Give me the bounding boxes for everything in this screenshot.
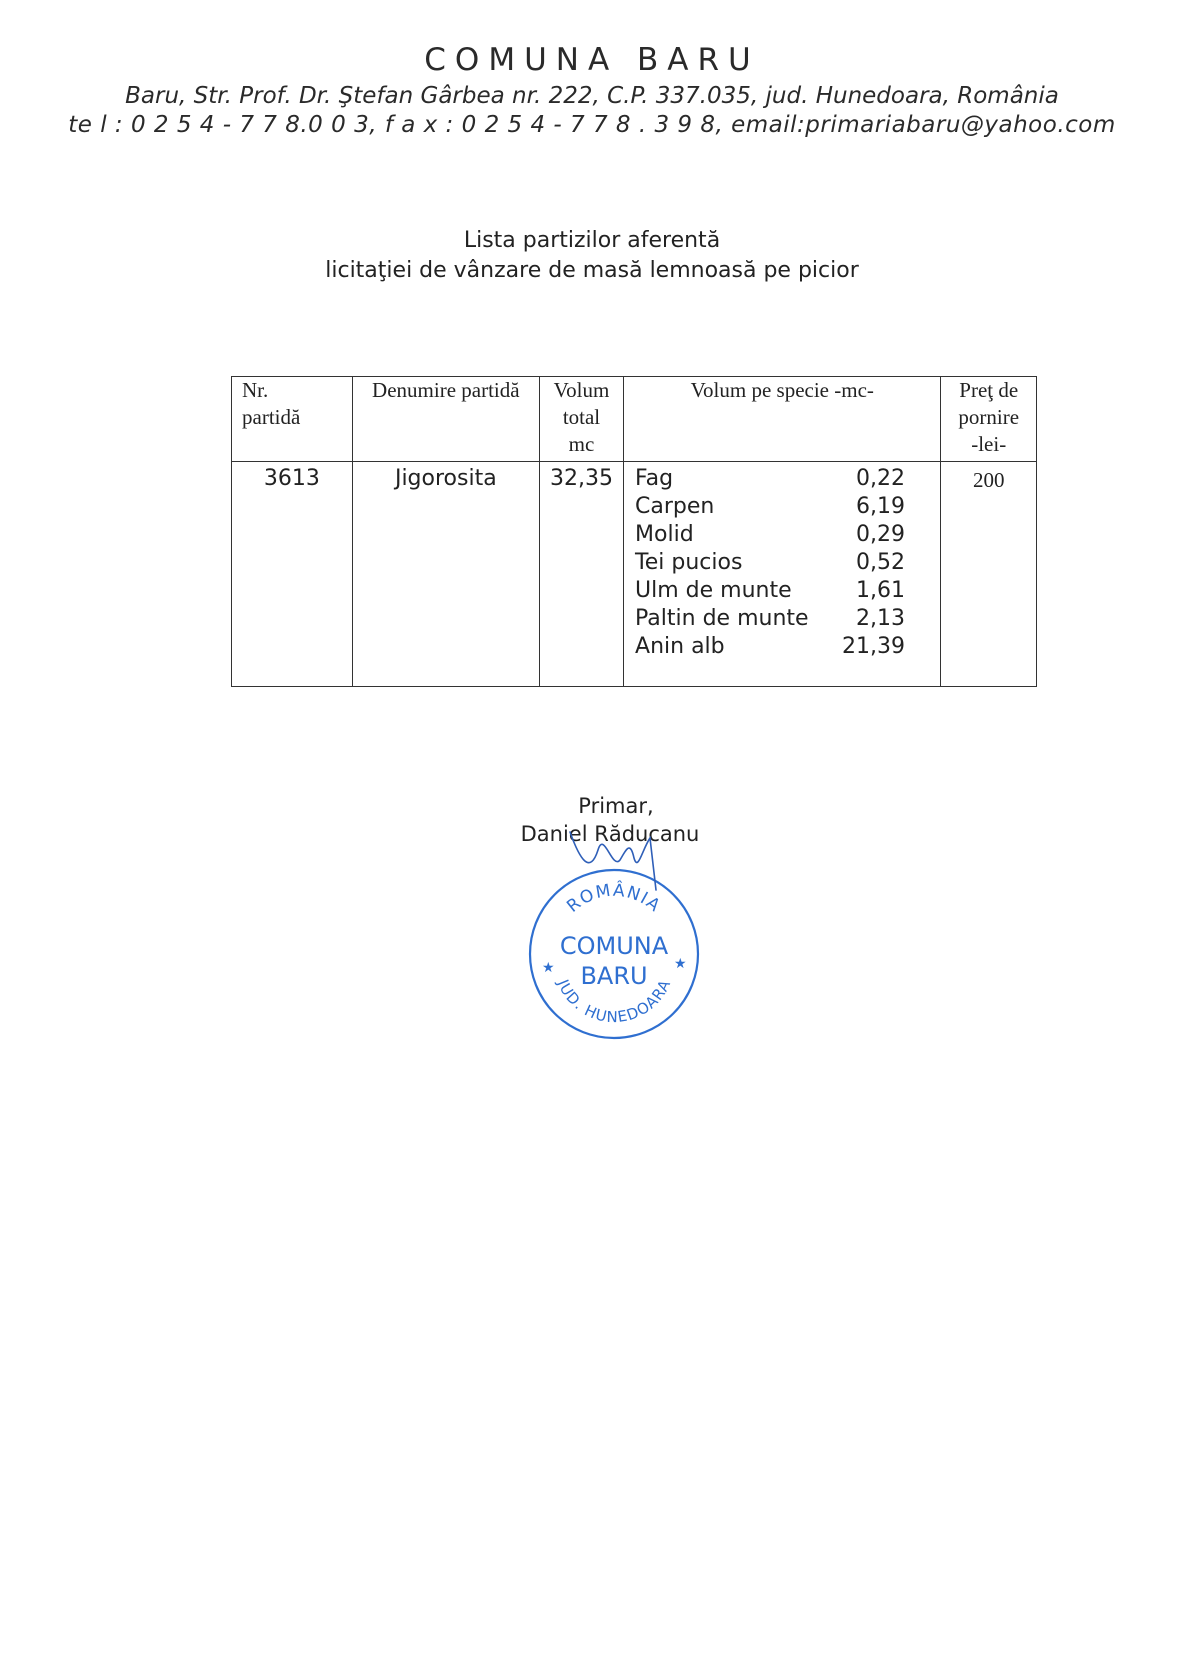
header-specie-label: Volum pe specie -mc-: [690, 378, 874, 402]
header-volum-line1: Volum: [553, 378, 610, 402]
species-volume: 0,52: [856, 550, 906, 575]
species-volume: 0,22: [856, 466, 906, 491]
species-name: Tei pucios: [635, 550, 743, 575]
handwritten-signature: [560, 820, 680, 900]
cell-denumire: Jigorosita: [352, 462, 539, 687]
stamp-center-line2: BARU: [580, 962, 648, 990]
organization-contact: te l : 0 2 5 4 - 7 7 8.0 0 3, f a x : 0 2 5 4 - 7 7 8 . 3 9 8, email:primariabaru@yahoo.com: [68, 112, 1116, 138]
species-name: Paltin de munte: [635, 606, 809, 631]
header-nr-line1: Nr.: [242, 378, 269, 402]
species-row: [635, 549, 940, 577]
species-row: [635, 577, 940, 605]
organization-address: Baru, Str. Prof. Dr. Ştefan Gârbea nr. 222, C.P. 337.035, jud. Hunedoara, România: [125, 83, 1059, 109]
species-volume: 0,29: [856, 522, 906, 547]
species-row: [635, 465, 940, 493]
stamp-bottom-text: JUD. HUNEDOARA: [553, 976, 675, 1027]
cell-nr-partida: 3613: [232, 462, 353, 687]
signatory-role: Primar,: [578, 794, 654, 818]
species-name: Ulm de munte: [635, 578, 792, 603]
cell-volum-specie: [624, 462, 941, 687]
header-volum-line3: mc: [568, 432, 595, 456]
header-volum-total: [539, 377, 623, 462]
header-pret-pornire: [941, 377, 1037, 462]
document-title-line1: Lista partizilor aferentă: [463, 228, 721, 253]
signatory-name: Daniel Răducanu: [520, 822, 700, 846]
star-icon: ★: [674, 956, 687, 972]
species-name: Fag: [635, 466, 674, 491]
species-volume: 1,61: [856, 578, 906, 603]
document-title-line2: licitaţiei de vânzare de masă lemnoasă pe picior: [325, 258, 859, 283]
header-denumire-label: Denumire partidă: [372, 378, 520, 402]
species-row: [635, 605, 940, 633]
header-pret-line3: -lei-: [971, 432, 1007, 456]
species-list: [624, 462, 940, 661]
header-nr-partida: [232, 377, 353, 462]
cell-pret-pornire: 200: [941, 462, 1037, 687]
header-nr-line2: partidă: [242, 405, 301, 429]
star-icon: ★: [542, 960, 555, 976]
header-denumire: [352, 377, 539, 462]
stamp-center-line1: COMUNA: [559, 932, 669, 960]
species-volume: 6,19: [856, 494, 906, 519]
species-name: Carpen: [635, 494, 715, 519]
species-row: [635, 493, 940, 521]
header-volum-specie: [624, 377, 941, 462]
header-pret-line1: Preţ de: [959, 378, 1019, 402]
lots-table: [231, 376, 1037, 687]
table-row: [232, 462, 1037, 687]
species-volume: 21,39: [842, 634, 906, 659]
table-header-row: [232, 377, 1037, 462]
species-row: [635, 521, 940, 549]
species-name: Anin alb: [635, 634, 725, 659]
organization-name: COMUNA BARU: [424, 42, 760, 78]
header-pret-line2: pornire: [958, 405, 1020, 429]
stamp-top-text: ROMÂNIA: [563, 880, 665, 917]
species-name: Molid: [635, 522, 694, 547]
species-row: [635, 633, 940, 661]
cell-volum-total: 32,35: [539, 462, 623, 687]
header-volum-line2: total: [562, 405, 601, 429]
species-volume: 2,13: [856, 606, 906, 631]
